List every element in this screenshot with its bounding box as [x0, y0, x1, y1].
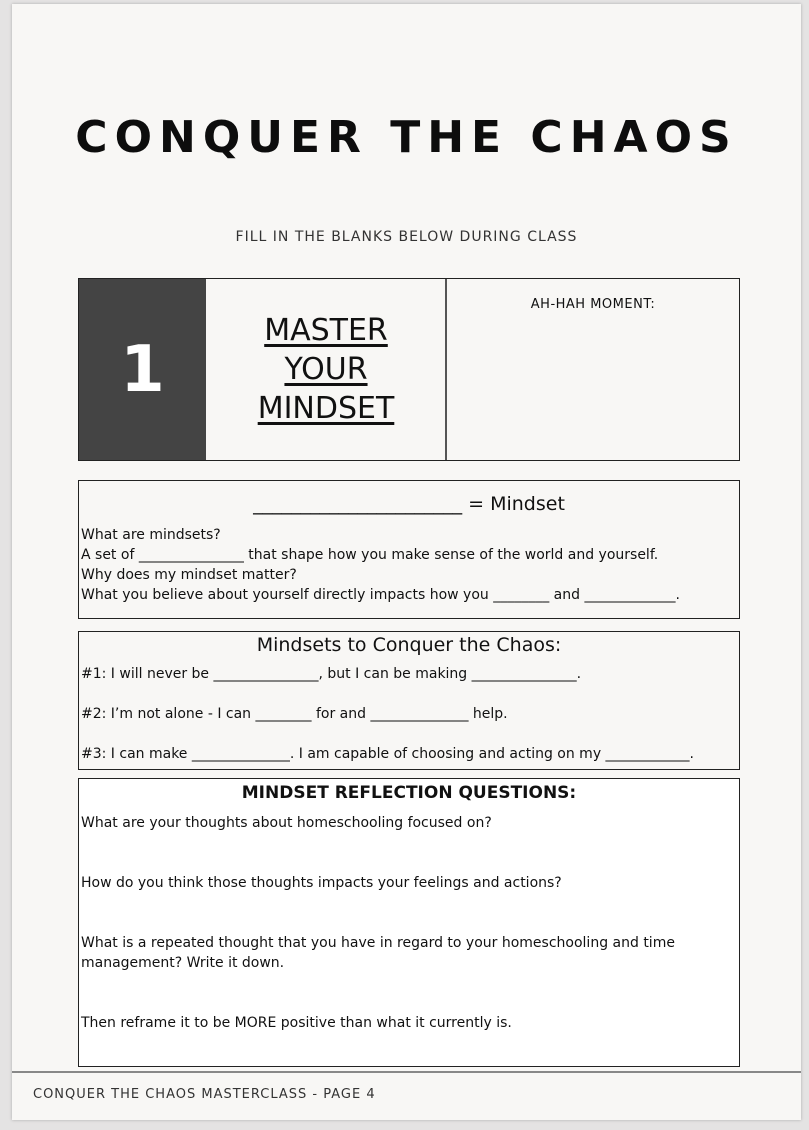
definition-line: What are mindsets?	[81, 527, 221, 543]
definition-line: A set of _______________ that shape how you make sense of the world and yourself.	[81, 547, 659, 563]
aha-moment-label: AH-HAH MOMENT:	[530, 297, 656, 312]
definition-line: Why does my mindset matter?	[81, 567, 297, 583]
mindset-item: #1: I will never be _______________, but I can be making _______________.	[81, 666, 582, 682]
mindsets-box	[78, 631, 740, 770]
section-title-line: YOUR	[284, 352, 368, 387]
footer-divider	[12, 1071, 801, 1073]
section-header-box	[78, 278, 740, 461]
definition-line: What you believe about yourself directly impacts how you ________ and _____________.	[81, 587, 680, 603]
reflection-question: Then reframe it to be MORE positive than what it currently is.	[81, 1015, 512, 1031]
reflection-question: How do you think those thoughts impacts your feelings and actions?	[81, 875, 562, 891]
section-title-line: MASTER	[264, 313, 388, 348]
page-title: CONQUER THE CHAOS	[75, 112, 738, 163]
worksheet-page	[12, 4, 801, 1120]
definition-heading: ______________________ = Mindset	[253, 493, 565, 515]
reflection-box	[78, 778, 740, 1067]
definition-lines	[81, 525, 680, 605]
mindsets-heading: Mindsets to Conquer the Chaos:	[256, 634, 562, 656]
reflection-question: What is a repeated thought that you have in regard to your homeschooling and time management? Write it down.	[81, 935, 675, 971]
page-subtitle: FILL IN THE BLANKS BELOW DURING CLASS	[235, 229, 578, 245]
mindset-item: #3: I can make ______________. I am capable of choosing and acting on my ____________.	[81, 746, 695, 762]
section-title	[206, 279, 446, 460]
reflection-question: What are your thoughts about homeschooling focused on?	[81, 815, 492, 831]
section-number: 1	[79, 279, 206, 460]
section-title-line: MINDSET	[257, 391, 395, 426]
page-footer: CONQUER THE CHAOS MASTERCLASS - PAGE 4	[33, 1087, 376, 1102]
mindset-item: #2: I’m not alone - I can ________ for and ______________ help.	[81, 706, 508, 722]
mindset-definition-box	[78, 480, 740, 619]
reflection-heading: MINDSET REFLECTION QUESTIONS:	[241, 783, 577, 803]
